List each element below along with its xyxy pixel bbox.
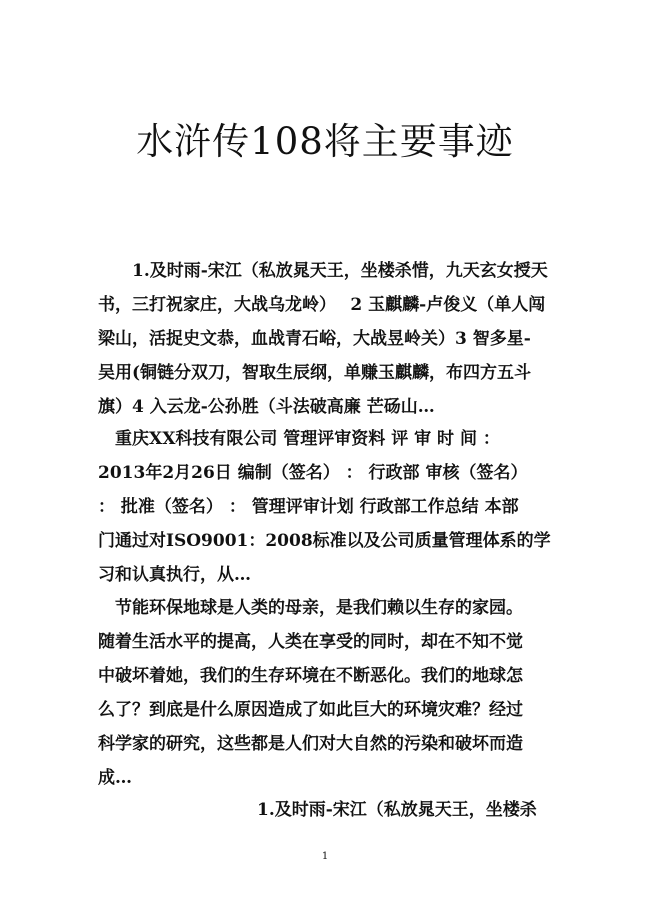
trailing-text-line: 1.及时雨-宋江（私放晁天王，坐楼杀 <box>257 800 537 820</box>
paragraph-heroes <box>98 254 568 424</box>
document-title: 水浒传108将主要事迹 <box>136 120 514 163</box>
paragraph-line: 书，三打祝家庄，大战乌龙岭） 2 玉麒麟-卢俊义（单人闯 <box>98 295 546 315</box>
paragraph-line: 重庆XX科技有限公司 管理评审资料 评 审 时 间 ： <box>98 429 500 449</box>
paragraph-line: 旗）4 入云龙-公孙胜（斗法破高廉 芒砀山… <box>98 397 435 417</box>
paragraph-environment <box>98 591 568 795</box>
paragraph-line: 吴用(铜链分双刀，智取生辰纲，单赚玉麒麟，布四方五斗 <box>98 363 532 383</box>
paragraph-line: 门通过对ISO9001：2008标准以及公司质量管理体系的学 <box>98 531 551 551</box>
paragraph-line: 科学家的研究，这些都是人们对大自然的污染和破坏而造 <box>98 734 523 754</box>
paragraph-line: 习和认真执行，从… <box>98 565 251 585</box>
paragraph-line: 中破坏着她，我们的生存环境在不断恶化。我们的地球怎 <box>98 666 523 686</box>
paragraph-line: 成… <box>98 768 132 788</box>
paragraph-line: 节能环保地球是人类的母亲，是我们赖以生存的家园。 <box>98 598 523 618</box>
paragraph-line: 随着生活水平的提高，人类在享受的同时，却在不知不觉 <box>98 632 523 652</box>
paragraph-management-review <box>98 422 568 592</box>
paragraph-line: 1.及时雨-宋江（私放晁天王，坐楼杀惜，九天玄女授天 <box>98 261 548 281</box>
paragraph-line: 梁山，活捉史文恭，血战青石峪，大战昱岭关）3 智多星- <box>98 329 531 349</box>
paragraph-line: 2013年2月26日 编制（签名） ： 行政部 审核（签名） <box>98 463 528 483</box>
paragraph-line: 么了？到底是什么原因造成了如此巨大的环境灾难？经过 <box>98 700 523 720</box>
paragraph-line: ： 批准（签名） ： 管理评审计划 行政部工作总结 本部 <box>98 497 519 517</box>
page-number: 1 <box>321 851 329 862</box>
